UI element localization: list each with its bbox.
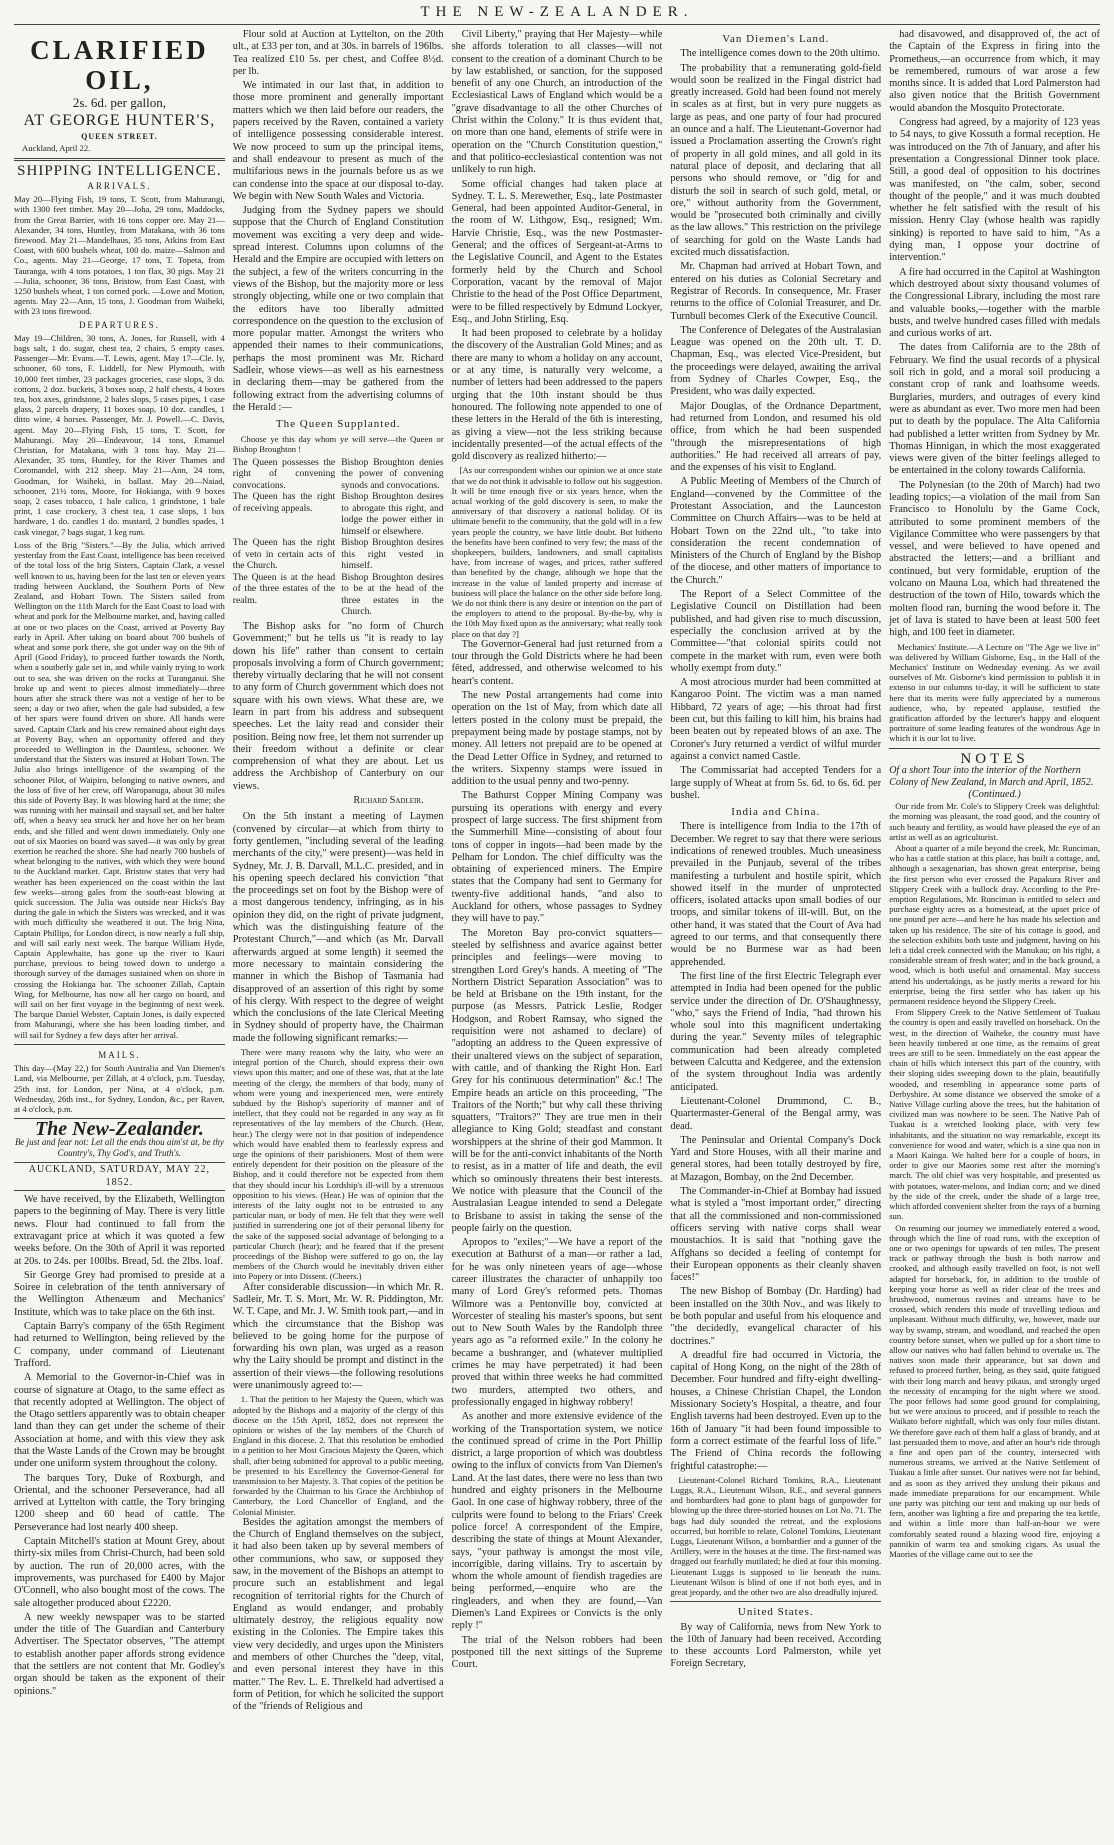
- paper-dateline: AUCKLAND, SATURDAY, MAY 22, 1852.: [14, 1162, 225, 1191]
- notes-continued: (Continued.): [968, 788, 1021, 800]
- paragraph: The barques Tory, Duke of Roxburgh, and Oriental, and the schooner Perseverance, had all arrived at Lyttelton with cattle, the Tory bringing 1200 sheep and 60 head of cattle. The Perseverance had lost nearly 400 sheep.: [14, 1472, 225, 1533]
- paragraph: The dates from California are to the 28th of February. We find the usual records of a physical soil rich in gold, and a moral soil producing a constant crop of rank and loathsome weeds. Burglaries, murders, and outrages of every kind were as abundant as ever. Two more men had been put to death by the populace. The Alta California had published a letter written from Sydney by Mr. Thomas Hinnigan, in which the most exaggerated views were given of the bitter feelings alleged to be entertained in the colony towards California.: [889, 342, 1100, 477]
- paragraph: As another and more extensive evidence of the working of the Transportation system, we notice the continued spread of crime in the Port Phillip district, a large proportion of which was doubtless owing to the influx of convicts from Van Diemen's Land. At the last dates, there were no less than two hundred and eighty prisoners in the Melbourne Gaol. In one case of highway robbery, three of the culprits were found to belong to the Friars' Creek police force! A correspondent of the Empire, describing the state of things at Mount Alexander, says, "your pathway is amongst the most vile, incorrigible, daring villains. Try to ascertain by whom the whole amount of fiendish tragedies are being performed,—enquire who are the ringleaders, and when they are found,—Van Diemen's Land Expirees or Convicts is the only reply !": [451, 1411, 663, 1632]
- column-4: [670, 29, 881, 1834]
- paragraph: A new weekly newspaper was to be started under the title of The Guardian and Canterbury Advertiser. The Spectator observes, "The attempt to establish another paper affords strong evidence that the settlers are not content that Mr. Godley's organ should be taken as the exponent of their opinions.": [14, 1611, 225, 1697]
- paragraph: By way of California, news from New York to the 10th of January had been received. According to these accounts Lord Palmerston, while yet Foreign Secretary,: [670, 1621, 882, 1670]
- paragraph: Our ride from Mr. Cole's to Slippery Creek was delightful: the morning was pleasant, the road good, and the country of such beauty and fertility, as would have pleased the eye of an artist as well as an agriculturist.: [889, 801, 1100, 842]
- paragraph: About a quarter of a mile beyond the creek, Mr. Runciman, who has a cattle station at this place, has built a cottage, and, although a sexagenarian, has shown great enterprise, being the first person who ever crossed the Papakura River and Slippery Creek with a bullock dray. According to the Pre-emption Regulations, Mr. Runciman is entitled to select and purchase eighty acres as a homestead, at the upset price of one pound per acre—and here he has made his selection and taken up his residence. The site of his cottage is good, and the selection exhibits both taste and judgment, having on his left a tidal creek connected with the Manukau; on his right, a considerable stream of fresh water; and in the back ground, a wood, which is both useful and ornamental. May success attend his undertakings, as he justly merits a reward for his enterprise, being the first settler who has taken up his permanent residence beyond the Slippery Creek.: [889, 842, 1100, 1007]
- bishop-cell: Bishop Broughton desires to abrogate this right, and lodge the power either in himself or elsewhere.: [341, 491, 444, 537]
- paragraph: The Bathurst Copper Mining Company was pursuing its operations with energy and every prospect of large success. The first shipment from the Summerhill Mine—consisting of about four tons of copper in ingots—had been made by the Pelham for London. The chief difficulty was the obtaining of experienced miners. The Empire states that the Company had sent to Germany for twenty-five additional hands, "and also to Auckland for others, whose passages to Sydney they will have to pay.": [451, 790, 663, 925]
- bishop-cell: Bishop Broughton denies the power of convening synods and convocations.: [341, 456, 444, 491]
- divider: [14, 158, 225, 161]
- paragraph: A Memorial to the Governor-in-Chief was in course of signature at Otago, to the same effect as that recently adopted at Wellington. The object of the Otago settlers apparently was to obtain cheaper land than they can get under the scheme of their Association at home, and with this view they ask that the Waste Lands of the Crown may be brought under one uniform system throughout the colony.: [14, 1372, 225, 1470]
- mails-title: MAILS.: [98, 1049, 141, 1060]
- india-china-heading: India and China.: [731, 806, 821, 819]
- advert-price: 2s. 6d. per gallon,: [72, 95, 166, 110]
- paragraph: Judging from the Sydney papers we should suppose that the Church of England Constitution movement was exciting a very deep and wide-spread interest. Columns upon columns of the Herald and the Empire are occupied with letters on the subject, a few of the writers concurring in the views of the Bishop, but the majority more or less strongly objecting, while one or two complain that the editors have too liberally admitted correspondence on the question to the exclusion of more popular matter. Amongst the writers who appended their names to their communications, perhaps the most prominent was Mr. Richard Sadleir, whose views—as well as his earnestness in declaring them—may be gathered from the following extract from the advertising columns of the Herald :—: [232, 205, 444, 413]
- paragraph: The new Postal arrangements had come into operation on the 1st of May, from which date all letters posted in the colony must be prepaid, the prepayment being made by postage stamps, not by money. All letters not prepaid are to be opened at the Dead Letter Office in Sydney, and returned to the writers. Sixpenny stamps were issued in addition to the usual penny and two-penny.: [451, 690, 663, 788]
- editorial-note: [As our correspondent wishes our opinion we at once state that we do not think it advisable to follow out his suggestion. It will be time enough five or six years hence, when the actual working of the gold discovery is seen, to make the anniversary of that discovery a national holiday. Of its ultimate benefit to the community, that the gold will in a few years people the country, we have little doubt. But hitherto the benefits have been confined to very few; the mass of the shopkeepers, builders, landowners, and small capitalists have, from increase of wages, and prices, rather suffered than benefited by the change, although we hope that the increase in the value of landed property and increase of business will place the balance on the other side before long. We do not think there is any desire or intention on the part of the employers to attend to the proposal. By-the-by, why is the 10th May fixed upon as the anniversary; what really took place on that day ?]: [451, 465, 663, 639]
- paragraph: It had been proposed to celebrate by a holiday the discovery of the Australian Gold Mines; and as there are many to whom a holiday on any account, or at any time, is naturally very welcome, a number of letters had been addressed to the papers urging that the 10th instant should be thus honoured. The following note appended to one of these letters in the Herald of the 6th is interesting, as giving a view—not the less striking because incidentally presented—of the actual effects of the gold discovery as realized hitherto:—: [451, 328, 663, 463]
- advertisement: [14, 35, 225, 154]
- arrivals-label: ARRIVALS.: [87, 180, 152, 191]
- paragraph: The Governor-General had just returned from a tour through the Gold Districts where he had been fêted, addressed, and otherwise welcomed to his heart's content.: [451, 638, 663, 687]
- bishop-cell: Bishop Broughton desires to be at the head of the three estates in the Church.: [341, 571, 444, 618]
- arrivals-text: May 20—Flying Fish, 19 tons, T. Scott, from Mahurangi, with 1300 feet timber. May 20—Joha, 29 tons, Maddocks, from the Great Barrier, with 16 tons copper ore. May 21—Alexander, 34 tons, Huntley, from Matakana, with 36 tons firewood. May 21—Mandelhaus, 35 tons, Atkins from East Coast, with 600 bushels wheat, 100 do. maize—Salmon and Co., agents. May 21—George, 17 tons, T. Topeta, from Tauranga, with 4 tons potatoes, 1 ton flax, 30 pigs. May 21—Julia, schooner, 36 tons, Bristow, from East Coast, with 1250 bushels wheat, 1 ton corned pork. —Lowe and Motion, agents. May 22—Ann, 15 tons, J. Goodman from Waiheki, with 23 tons firewood.: [14, 194, 225, 317]
- queen-cell: The Queen possesses the right of convening convocations.: [232, 456, 336, 491]
- paragraph: Major Douglas, of the Ordnance Department, had returned from London, and resumed his old office, from which he had been suspended "through the misrepresentations of high authorities." He had received all arrears of pay, and the expenses of his visit to England.: [670, 400, 882, 474]
- paragraph: Besides the agitation amongst the members of the Church of England themselves on the subject, it had also been taken up by several members of other communions, who saw, or supposed they saw, in the movement of the Bishops an attempt to procure such an establishment and legal recognition of territorial rights for the Church of England as would endanger, and probably ultimately destroy, the religious equality now existing in the Colonies. The Empire takes this view very decidedly, and urges upon the Ministers and members of other Churches the "deep, vital, and even personal interest they have in this matter." The Rev. L. E. Threlkeld had advertised a form of Petition, for which he solicited the support of the "friends of Religious and: [232, 1516, 444, 1713]
- paragraph: The Polynesian (to the 20th of March) had two leading topics;—a violation of the mail from San Francisco to Honolulu by the Game Cock, attributed to some prominent members of the Vigilance Committee who were passengers by that vessel, and were believed to have opened and abstracted the letters;—and a brilliant and continued, but very formidable, eruption of the volcano on Mauna Loa, which had threatened the destruction of the town of Hilo, towards which the molten flood ran, burning the wood before it. The jet of lava is stated to have been at least 500 feet high, and 100 feet in diameter.: [889, 479, 1100, 639]
- paragraph: The Commissariat had accepted Tenders for a large supply of Wheat at from 5s. 6d. to 6s. 6d. per bushel.: [670, 765, 882, 801]
- mails-text: This day—(May 22,) for South Australia and Van Diemen's Land, via Melbourne, per Zillah, at 4 o'clock, p.m. Tuesday, 25th inst. for London, per Nina, at 4 o'clock, p.m. Wednesday, 26th inst., for Sydney, London, &c., per Raven, at 4 o'clock, p.m.: [14, 1063, 225, 1114]
- departures-label: DEPARTURES.: [78, 319, 160, 330]
- column-1-articles: [14, 1194, 225, 1698]
- bishop-cell: Bishop Broughton desires this right vested in himself.: [341, 537, 444, 572]
- column-2: [233, 29, 444, 1834]
- masthead: THE NEW-ZEALANDER.: [14, 4, 1100, 25]
- divider: [14, 1044, 225, 1045]
- notes-body: [889, 801, 1100, 1559]
- paragraph: Lieutenant-Colonel Drummond, C. B., Quartermaster-General of the Bengal army, was dead.: [670, 1095, 882, 1132]
- paragraph: The Peninsular and Oriental Company's Dock Yard and Store Houses, with all their marine and general stores, had been totally destroyed by fire, at Mazagon, Bombay, on the 2nd December.: [670, 1134, 882, 1183]
- advert-street: QUEEN STREET.: [81, 132, 158, 141]
- quoted-report: Lieutenant-Colonel Richard Tomkins, R.A., Lieutenant Luggs, R.A., Lieutenant Wilson, R.E., and several gunners and bombardiers had gone to plant bags of gunpowder for blowing up the three three-storied houses on Lot No. 71. The bags had duly sounded the retreat, and the explosions occurred, but horrible to relate, Colonel Tomkins, Lieutenant Luggs, Lieutenant Wilson, a bombardier and a gunner of the Artillery, were in the houses at the time. The first-named was dragged out fearfully mutilated; he died at four this morning. Lieutenant Luggs is supposed to lie beneath the ruins. Lieutenant Wilson is blind of one if not both eyes, and in great jeopardy, and the other two are also dreadfully injured.: [670, 1474, 882, 1598]
- paragraph: Captain Barry's company of the 65th Regiment had returned to Wellington, being relieved by the C company, under command of Lieutenant Trafford.: [14, 1321, 225, 1369]
- signature: Richard Sadleir.: [353, 795, 424, 807]
- paragraph: The Conference of Delegates of the Australasian League was opened on the 20th ult. T. D. Chapman, Esq., was elected Vice-President, but the proceedings were delayed, awaiting the arrival from Sydney of Charles Cowper, Esq., the President, who was daily expected.: [670, 324, 882, 398]
- advert-title: CLARIFIED OIL,: [30, 35, 209, 95]
- paragraph: The Report of a Select Committee of the Legislative Council on Distillation had been published, and had given rise to much discussion, especially the conclusion arrived at by the Committee—"that colonial spirits could not compete in the market with rum, even were both wholly exempt from duty.": [670, 589, 882, 674]
- paragraph: The new Bishop of Bombay (Dr. Harding) had been installed on the 30th Nov., and was likely to be both popular and useful from his eloquence and "the decidedly, evangelical character of his doctrines.": [670, 1286, 882, 1347]
- column-5: [889, 29, 1100, 1834]
- queen-cell: The Queen is at the head of the three estates of the realm.: [232, 571, 336, 606]
- queen-intro: Choose ye this day whom ye will serve—the Queen or Bishop Broughton !: [232, 433, 444, 454]
- queen-bishop-table: [233, 457, 444, 618]
- paragraph: The first line of the first Electric Telegraph ever attempted in India had been opened for the public service under the direction of Dr. O'Shaughnessy, "who," says the Friend of India, "had thrown his whole soul into this magnificent undertaking during the year." Seventy miles of telegraphic communication had been already completed between Calcutta and Kedgeree, and the extension of the system throughout India was ardently anticipated.: [670, 970, 882, 1093]
- paragraph: On resuming our journey we immediately entered a wood, through which the line of road runs, with the exception of one or two openings for upwards of ten miles. The present track or pathway through the bush is both narrow and crooked, and although easily travelled on foot, is not well adapted for horseback, for, in addition to the trouble of keeping your horse as well as rider clear of the trees and brushwood, numerous ravines and streams have to be crossed, which renders this mode of travelling tedious and unpleasant. Without much difficulty, we, however, made our way by swamp, stream, and woodland, and reached the open country before sunset, when we pulled up for a short time to allow our natives who had fallen behind to overtake us. The natives soon made their appearance, but sat down and refused to proceed further, being, as they said, quite fatigued with their long march and heavy pikaus, and strongly urged the necessity of encamping for the night where we stood. The poor fellows had some good ground for complaining, but we were anxious to proceed, and if possible to reach the Waikato before nightfall, which was only four miles distant. We therefore gave each of them half a glass of brandy, and at last persuaded them to move, and after an hour's ride through a fine and open part of the country, intersected with numerous streams, we arrived at the Native Settlement of Tuakau a little after sunset. Our natives were not far behind, and as soon as they arrived they unslung their pikaus and made immediate preparations for our encampment. While one party was pitching our tent and making up our beds of fern, another was lighting a fire and preparing the tea kettle, and within a little more than half-an-hour we were comfortably seated round a blazing wood fire, enjoying a pannikin of warm tea and smoking cigars. As usual the Maories of the village came out to see the: [889, 1222, 1100, 1559]
- paragraph: A dreadful fire had occurred in Victoria, the capital of Hong Kong, on the night of the 28th of December. Four hundred and fifty-eight dwelling-houses, a Chinese Christian Chapel, the London Missionary Society's Hospital, a theatre, and four English taverns had been destroyed. Even up to the 16th of January "it had been found impossible to form a correct estimate of the fearful loss of life." The Friend of China records the following frightful catastrophe:—: [670, 1349, 882, 1472]
- column-3: [452, 29, 663, 1834]
- paragraph: had disavowed, and disapproved of, the act of the Captain of the Express in firing into the Prometheus,—an occurrence from which, it may be remembered, rumours of war arose a few months since. It is added that Lord Palmerston had also given notice that the British Government would abandon the Mosquito Protectorate.: [889, 29, 1100, 114]
- advert-dateline: Auckland, April 22.: [22, 143, 91, 154]
- queen-cell: The Queen has the right of receiving appeals.: [232, 491, 336, 514]
- paragraph: Mr. Chapman had arrived at Hobart Town, and entered on his duties as Colonial Secretary and Registrar of Records. In consequence, Mr. Fraser returns to the office of Colonial Treasurer, and Dr. Turnbull becomes Clerk of the Executive Council.: [670, 261, 882, 322]
- paragraph: On the 5th instant a meeting of Laymen (convened by circular—at which from thirty to forty gentlemen, "including several of the leading merchants of the city," were present)—was held in Sydney, Mr. J. B. Darvall, M.L.C. presided, and in his opening speech declared his conviction "that the proceedings set on foot by the Bishop were of a most dangerous tendency, infringing, as in his opinion they did, on the right of private judgment, which was the distinguishing feature of the Protestant Church,"—and which (as Mr. Darvall afterwards argued at some length) it seemed the more necessary to maintain considering the manner in which the Bishop of Tasmania had disapproved of an assertion of this right by some of his clergy. With respect to the degree of weight which the conclusions of the late Clerical Meeting in Sydney should of property have, the Chairman made the following significant remarks:—: [232, 811, 444, 1044]
- notes-subtitle: Of a short Tour into the interior of the Northern Colony of New Zealand, in March and April, 1852.: [889, 764, 1094, 788]
- paragraph: Apropos to "exiles;"—We have a report of the execution at Bathurst of a man—or rather a lad, for he was only nineteen years of age—whose career illustrates the character of unhappily too many of Lord Grey's reformed pets. Thomas Wilmore was a Pentonville boy, convicted at Worcester of stealing his master's spoons, but sent out to New South Wales by the Randolph three years ago as "a reformed exile." In the colony he became a bushranger, and (whatever multiplied crimes he may have perpetrated) it had been proved that within three weeks he had committed two murders, attempted two others, and professionally engaged in highway robbery!: [451, 1237, 663, 1408]
- paragraph: Flour sold at Auction at Lyttelton, on the 20th ult., at £33 per ton, and at 30s. in barrels of 196lbs. Tea realized £10 5s. per chest, and Coffee 8½d. per lb.: [232, 29, 444, 77]
- united-states-heading: United States.: [737, 1606, 814, 1619]
- departures-text: May 19—Children, 30 tons, A. Jones, for Russell, with 4 bags salt, 1 do. sugar, chest tea, 2 chairs, 5 empty cases. Passenger—Mr. Evans.—T. Lewis, agent. May 17—Cle. ly, schooner, 60 tons, F. Liddell, for New Plymouth, with 10,000 feet timber, 23 packages groceries, case slops, 3 do. cottons, 2 doz. buckets, 3 boxes soap, 2 half chests, 4 boxes tea, box axes, grindstone, 2 bales slops, 5 cases pipes, 1 case glass, 2 parcels drapery, 11 boxes soap, 10 doz. candles, 1 ditto wine, 4 horses. Passenger, Mr. J. Powell.—C. Davis, agent. May 20—Flying Fish, 15 tons, T. Scott, for Mahurangi. May 20—Endeavour, 14 tons, Emanuel Christian, for Matakana, with 3 tons hay. May 21—Alexander, 35 tons, Huntley, for the River Thames and Coromandel, with 212 sheep. May 21—Ann, 24 tons, Goodman, for Waiheki, in ballast. May 20—Naiad, schooner, 21½ tons, Moore, for Hokianga, with 9 boxes soap, 2 cases tobacco, 1 bale calico, 1 grindstone, 1 bale print, 1 case crockery, 3 chest tea, 1 case slops, 1 box hardware, 1 do. candles 1 do. mustard, 2 bundles spades, 1 cask vinegar, 7 bags sugar, 1 keg rum.: [14, 332, 225, 537]
- paragraph: The Commander-in-Chief at Bombay had issued what is styled a "most important order," directing that all the commissioned and non-commissioned officers serving with native corps shall wear moustachios. It is said that "nothing gave the Affghans so decided a feeling of contempt for their European opponents as their cleanly shaven faces!": [670, 1186, 882, 1284]
- column-1: [14, 29, 225, 1834]
- shipping-title: SHIPPING INTELLIGENCE.: [17, 162, 222, 179]
- paragraph: A fire had occurred in the Capitol at Washington which destroyed about sixty thousand volumes of the Congressional Library, including the most rare and valuable books,—together with the marble busts, and twelve hundred cases filled with medals and curious works of art.: [889, 266, 1100, 340]
- paragraph: The Bishop asks for "no form of Church Government;" but he tells us "it is ready to lay down his life" rather than consent to certain proposals involving a form of Church government; thereby virtually declaring that he will not consent to any form of Church government which does not square with his own views. What these are, we learn in part from his address and subsequent speeches. Let the laity read and consider their position. Being now free, let them not surrender up their freedom without a definite or clear comprehension of what they are about. Let us address the Archbishop of Canterbury on our views.: [232, 620, 444, 792]
- paragraph: We have received, by the Elizabeth, Wellington papers to the beginning of May. There is very little news. Flour had continued to fall from the extravagant price at which it was quoted a few weeks before. On the 30th of April it was reported at 20s. to 24s. per 100lbs. Bread, 5d. the 2lbs. loaf.: [14, 1194, 225, 1267]
- resolutions: 1. That the petition to her Majesty the Queen, which was adopted by the Bishops and a majority of the clergy of this diocese on the 15th April, 1852, does not represent the opinions or wishes of the lay members of the Church of England in this diocese. 2. That this resolution be embodied in a petition to her Most Gracious Majesty the Queen, which shall, after being submitted for approval to a public meeting, be presented to his Excellency the Governor-General for transmission to her Majesty. 3. That copies of the petition be forwarded by the Chairman to his Grace the Archbishop of Canterbury, the Lord Chancellor of England, and the Colonial Minister.: [232, 1394, 444, 1517]
- advert-place: AT GEORGE HUNTER'S,: [23, 112, 216, 129]
- paragraph: The trial of the Nelson robbers had been postponed till the next sittings of the Supreme Court.: [451, 1634, 663, 1671]
- van-diemens-land-heading: Van Diemen's Land.: [722, 33, 830, 45]
- notes-title: NOTES: [960, 750, 1029, 767]
- mechanics-institute-notice: Mechanics' Institute.—A Lecture on "The Age we live in" was delivered by William Gisborne, Esq., in the Hall of the Mechanics' Institute on Wednesday evening. As we avail ourselves of Mr. Gisborne's kind permission to publish it in extenso in our columns to-day, it will be sufficient to state here that its merits were fully appreciated by a numerous audience, who, by repeated applause, testified the gratification afforded by the lecturer's happy and eloquent portraiture of some leading features of the wondrous Age in which it is our lot to live.: [889, 641, 1100, 744]
- paper-motto: Be just and fear not: Let all the ends thou aim'st at, be thy Country's, Thy God's, and Truth's.: [14, 1137, 224, 1159]
- paragraph: A most atrocious murder had been committed at Kangaroo Point. The victim was a man named Hibbard, 72 years of age; —his throat had first been cut, but this failing to kill him, his brains had been beaten out by repeated blows of an axe. The Coroner's Jury returned a verdict of wilful murder against a convict named Castle.: [670, 677, 882, 762]
- columns: [14, 29, 1100, 1834]
- paragraph: The intelligence comes down to the 20th ultimo.: [680, 48, 880, 60]
- paragraph: Captain Mitchell's station at Mount Grey, about thirty-six miles from Christ-Church, had been sold by auction. The run of 20,000 acres, with the improvements, was purchased for £400 by Major O'Connell, who also bought most of the cows. The sale altogether produced about £2220.: [14, 1536, 225, 1609]
- paragraph: From Slippery Creek to the Native Settlement of Tuakau the country is open and easily travelled on horseback. On the west, in the direction of Waiheke, the country must have been heavily timbered at one time, as the remains of great trees are still to be seen. Immediately on the east appear the chain of hills which intersect this part of the country, with their sloping sides sweeping down to the plain, beautifully wooded, and resembling in appearance some parts of Derbyshire. At some distance we observed the smoke of a Native Village curling above the trees, but the habitation of civilized man was nowhere to be seen. The Native Pah of Tuakau is a wretched looking place, with very few inhabitants, and the situation no way remarkable, except its convenience for wood and water, which is a sine qua non in a Maori Kainga. We halted here for a couple of hours, in order to give our Maories some rest after the morning's march. The old chief was very hospitable, and presented us with potatoes, water-melons, and Indian corn; and we dined by the side of the creek, under the shade of a large tree, which afforded convenient shelter from the rays of a burning sun.: [889, 1007, 1100, 1222]
- divider: [889, 748, 1100, 749]
- paragraph: Sir George Grey had promised to preside at a Soiree in celebration of the tenth anniversary of the Wellington Athenæum and Mechanics' Institute, which was to take place on the 6th inst.: [14, 1269, 225, 1318]
- paragraph: There is intelligence from India to the 17th of December. We regret to say that there were serious indications of renewed troubles. Much uneasiness prevailed in the Punjaub, several of the tribes manifesting a turbulent and hostile spirit, which showed itself in the murder of unprotected officers, isolated attacks upon small bodies of our troops, and similar tokens of ill-will. But, on the other hand, it was stated that the Court of Ava had agreed to our terms, and that consequently there would be no Burmese war as had been apprehended.: [670, 821, 882, 968]
- paragraph: Some official changes had taken place at Sydney. T. L. S. Merewether, Esq., late Postmaster General, had been appointed Auditor-General, in the room of W. Lithgow, Esq., resigned; Wm. Harvie Christie, Esq., was the new Postmaster-General; and the offices of Sergeant-at-Arms to the Legislative Council, and Agent to the Estates formerly held by the Church and School Corporation, vacant by the removal of Major Christie to the head of the Post Office Department, were to be filled respectively by Edmund Lockyer, Esq., and John Stirling, Esq.: [451, 178, 663, 325]
- paragraph: A Public Meeting of Members of the Church of England—convened by the Committee of the Protestant Association, and the Launceston Committee on Church Affairs—was to be held at Hobart Town on the 22nd ult., "to take into consideration the recent condemnation of Ministers of the Church of England by the Bishop of the diocese, and other matters of importance to the Church.": [670, 476, 882, 586]
- paragraph: The Moreton Bay pro-convict squatters—steeled by selfishness and avarice against better principles and feelings—were moving to strengthen Lord Grey's hands. A meeting of "The Northern District Separation Association" was to be held at Brisbane on the 19th instant, for the purpose (as Messrs. Patrick Leslie, Rodger Hodgson, and Robert Ramsay, who signed the requisition were not ashamed to declare) of "adopting an address to the Queen expressive of their unaltered views on the subject of separation, with cattle, and of thanking the Right Hon. Earl Grey for his continuous determination" &c.! The Empire heads an article on this proceeding, "The Traitors of the North;" but why call these thriving squatters, "Traitors?" They are true men in their allegiance to King Gold; steadfast and constant worshippers at the shrine of their god Mammon. It will be for the anti-convict inhabitants of the North to resist, as in a matter of life and death, the evil which so ominously threatens their best interests. We notice with pleasure that the Council of the Australasian League intended to send a Delegate to Brisbane to assist in taking the sense of the people fairly on the question.: [451, 927, 663, 1234]
- quoted-remarks: There were many reasons why the laity, who were an integral portion of the Church, should express their own views upon this matter; and one of these was, that at the late meeting of the clergy, the members of that body, many of whom were young and inexperienced men, were entirely subdued by the Bishop's superiority of manner and of intellect, that they could not be regarded in any way as fit representatives of the lay members of the Church. (Hear, hear.) The clergy were not in that position of independence which would have enabled them to fearlessly express and urge the opinions of their parishioners. Most of them were entirely dependent for their position on the pleasure of the Bishop, and it could therefore not be expected from them that they should incur his Lordship's ill-will by a strenuous opposition to his views. (Hear.) He was of opinion that the interests of the laity ought not to be entrusted to any particular man, or body of men. He felt that they were well justified in surrendering one jot of their personal liberty for the sake of the supposed social advantage of belonging to a particular Church (hear); and he feared that if the present proceedings of the Bishop were suffered to go on, the lay members of the Church would be inevitably driven either into Popery or into Dissent. (Cheers.): [232, 1047, 444, 1282]
- loss-of-brig-article: Loss of the Brig "Sisters."—By the Julia, which arrived yesterday from the East Coast, intelligence has been received of the total loss of the brig Sisters, Captain Clark, a vessel well known to us, having been for the last ten or eleven years trading between Auckland, the Southern Ports of New Zealand, and Hobart Town. The Sisters sailed from Wellington on the 11th March for the East Coast to load with wheat and pork for the Melbourne market, and, having called at one or two places on the Coast, arrived at Poverty Bay early in April. After taking on board about 700 bushels of wheat and some pork there, she got under way on the 9th of April (Good Friday), to proceed further towards the North, when a southerly gale set in, and while vainly trying to work out to sea, she was driven on the rocks at Turanganui. She broke up and went to pieces almost immediately—three hours after she struck there was not a vestige of her to be seen; a day or two after, when the gale had subsided, a few of her spars were found driven on shore. All hands were saved. Captain Clark and his crew remained about eight days at Poverty Bay, when an opportunity offered and they proceeded to Wellington in the Dauntless, schooner. We understand that the Sisters was insured at Hobart Town. The Julia also brings intelligence of the swamping of the schooner Pilot, of Waipiro, belonging to native owners, and the loss of five of her crew, off Waropanuga, about 30 miles this side of Poverty Bay. It was blowing hard at the time; she was running with her mainsail and staysail set, and her halter off, when a heavy sea struck her and hove her on her beam ends, and she filled and went down immediately. Only one out of six Maories on board was saved—it was only by great exertion he reached the shore. She had nearly 700 bushels of wheat belonging to the natives, with which they were bound to the Auckland market. Capt. Bristow states that very bad weather has been experienced on the coast within the last few weeks—strong gales from the south-east blowing at quick succession. The Julia was outside near Hicks's Bay during the gale in which the Sisters was wrecked, and it was with much difficulty she weathered it out. The brig Nina, Captain Phillips, for London direct, is now nearly a full ship, and will sail early next week. The barque William Hyde, Captain Applewhaite, has gone up the river to Kauri purchase, previous to being towed down to undergo a thorough survey of the damages sustained when on shore in crossing the Hokianga bar. The schooner Zillah, Captain Wing, for Melbourne, has now all her cargo on board, and will sail on her first voyage in the beginning of next week. The barque Daniel Webster, Captain Jones, is daily expected from Mahurangi, where she has been loading timber, and will sail for Sydney a few days after her arrival.: [14, 539, 225, 1040]
- divider: [670, 1601, 881, 1602]
- paragraph: After considerable discussion—in which Mr. R. Sadleir, Mr. T. S. Mort, Mr. W. R. Piddington, Mr. W. T. Cape, and Mr. J. W. Smith took part,—and in which the circumstance that the Bishop was believed to be going home for the purpose of forwarding his own plan, was urged as a reason why the Laity should be prompt and distinct in the assertion of their views—the following resolutions were unanimously agreed to:—: [232, 1281, 444, 1392]
- paragraph: The probability that a remunerating gold-field would soon be realized in the Fingal district had greatly increased. Gold had been found not merely in scales as at first, but in very pure nuggets as large as peas, and one party of four had procured an ounce and a half. The Lieutenant-Governor had issued a Proclamation asserting the Crown's right of property in all gold mines, and all gold in its natural place of deposit, and declaring that all persons who should remove, or "dig for and disturb the soil in search of such gold, metal, or ore," without authority from the Government, would be "prosecuted both criminally and civilly as the law allows." This restriction on the privilege of searching for gold on the Waste Lands had excited much dissatisfaction.: [670, 62, 882, 259]
- queen-cell: The Queen has the right of veto in certain acts of the Church.: [232, 537, 336, 572]
- paragraph: Congress had agreed, by a majority of 123 yeas to 54 nays, to give Kossuth a formal reception. He was introduced on the 7th of January, and after his presentation a Congressional Dinner took place. Still, a good deal of opposition to his doctrines was manifested, on "the calm, sober, second thought of the people," and it was much doubted whether he felt satisfied with the result of his mission. Henry Clay (whose health was rapidly sinking) is reported to have said to him, "As a dying man, I oppose your doctrine of intervention.": [889, 117, 1100, 264]
- paper-name: The New-Zealander.: [34, 1118, 204, 1141]
- paragraph: We intimated in our last that, in addition to those more prominent and generally important matters which we then laid before our readers, the papers received by the Raven, contained a variety of intelligence possessing considerable interest. We now proceed to sum up the principal items, and shall endeavour to present as much of the multifarious news in the journals before us as we can condense into the space at our disposal to-day. We begin with New South Wales and Victoria.: [232, 80, 444, 202]
- queen-supplanted-heading: The Queen Supplanted.: [275, 418, 401, 431]
- paragraph: Civil Liberty," praying that Her Majesty—while she affords toleration to all classes—will not consent to the creation of a dominant Church to be by law established, or sanction, for the supposed benefit of any one Church, an introduction of the Ecclesiastical Laws of England which would be a "grave disadvantage to all the other Churches of Christ within the Colony." It is thus evident that, on more than one hand, elements of strife were in operation on the "Church Constitution question," and that politico-ecclesiastical contention was not unlikely to run high.: [451, 29, 663, 176]
